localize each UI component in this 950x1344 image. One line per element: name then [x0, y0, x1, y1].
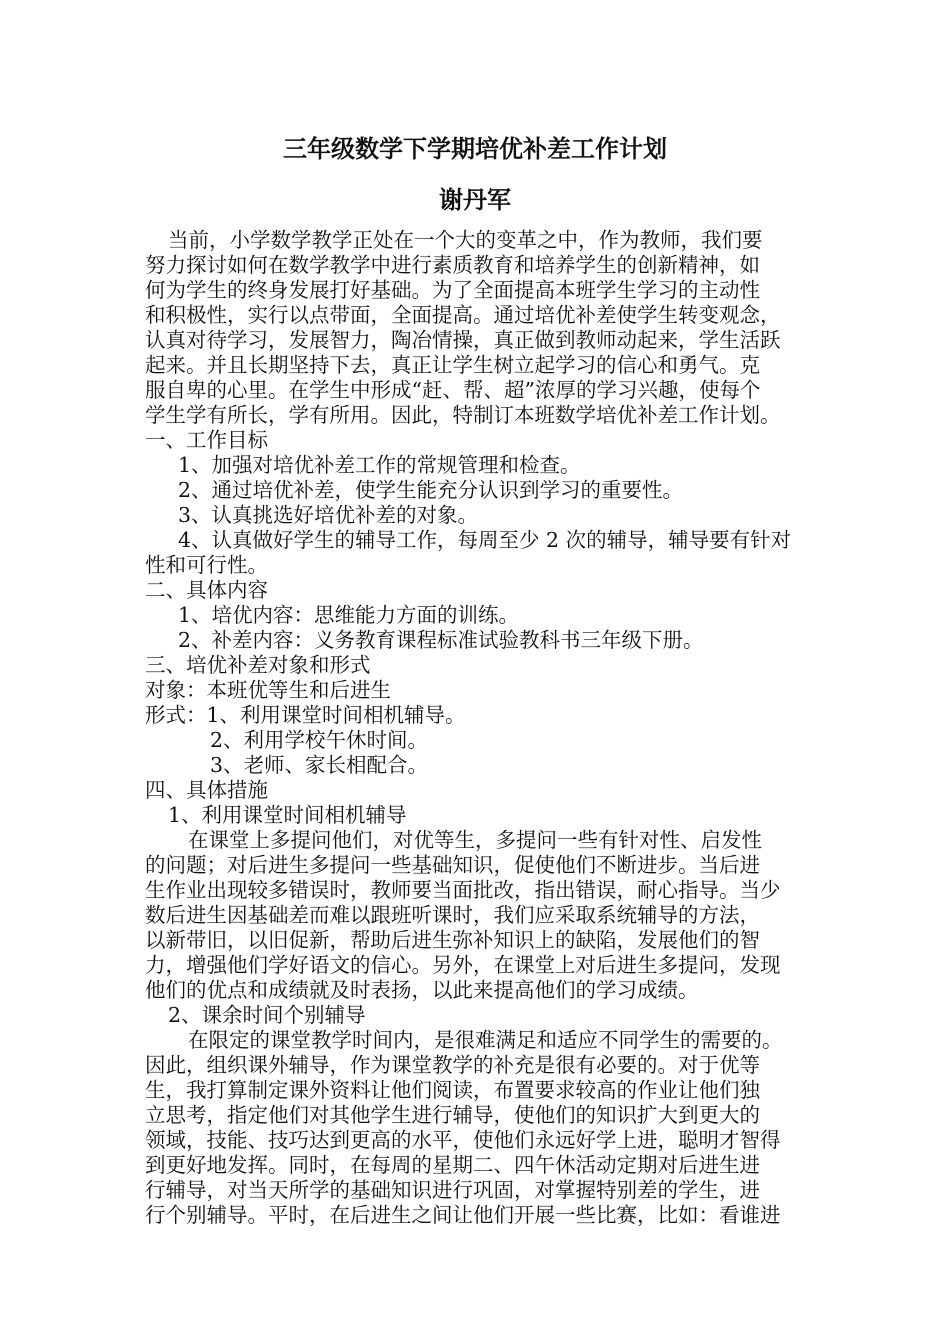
body-line: 二、具体内容 — [145, 578, 268, 602]
body-line: 2、通过培优补差，使学生能充分认识到学习的重要性。 — [178, 478, 684, 502]
body-line: 服自卑的心里。在学生中形成“赶、帮、超”浓厚的学习兴趣，使每个 — [145, 378, 761, 402]
body-line: 到更好地发挥。同时，在每周的星期二、四午休活动定期对后进生进 — [145, 1153, 760, 1177]
body-line: 领域，技能、技巧达到更高的水平，使他们永远好学上进，聪明才智得 — [145, 1128, 781, 1152]
body-line: 1、加强对培优补差工作的常规管理和检查。 — [178, 453, 581, 477]
body-line: 4、认真做好学生的辅导工作，每周至少 2 次的辅导，辅导要有针对 — [178, 528, 792, 552]
body-line: 数后进生因基础差而难以跟班听课时，我们应采取系统辅导的方法， — [145, 903, 760, 927]
body-line: 3、认真挑选好培优补差的对象。 — [178, 503, 479, 527]
body-line: 的问题；对后进生多提问一些基础知识，促使他们不断进步。当后进 — [145, 853, 760, 877]
document-title: 三年级数学下学期培优补差工作计划 — [283, 135, 667, 163]
body-line: 性和可行性。 — [145, 553, 268, 577]
body-line: 以新带旧，以旧促新，帮助后进生弥补知识上的缺陷，发展他们的智 — [145, 928, 760, 952]
body-line: 2、补差内容：义务教育课程标准试验教科书三年级下册。 — [178, 628, 704, 652]
body-line: 何为学生的终身发展打好基础。为了全面提高本班学生学习的主动性 — [145, 278, 760, 302]
body-line: 和积极性，实行以点带面，全面提高。通过培优补差使学生转变观念， — [145, 303, 781, 327]
body-line: 1、培优内容：思维能力方面的训练。 — [178, 603, 520, 627]
body-line: 2、利用学校午休时间。 — [210, 728, 429, 752]
body-line: 三、培优补差对象和形式 — [145, 653, 371, 677]
body-line: 1、利用课堂时间相机辅导 — [168, 803, 407, 827]
body-line: 当前，小学数学教学正处在一个大的变革之中，作为教师，我们要 — [168, 228, 763, 252]
body-line: 起来。并且长期坚持下去，真正让学生树立起学习的信心和勇气。克 — [145, 353, 760, 377]
body-line: 在限定的课堂教学时间内，是很难满足和适应不同学生的需要的。 — [188, 1028, 783, 1052]
body-line: 形式：1、利用课堂时间相机辅导。 — [145, 703, 466, 727]
body-line: 2、课余时间个别辅导 — [168, 1003, 366, 1027]
body-line: 生，我打算制定课外资料让他们阅读，布置要求较高的作业让他们独 — [145, 1078, 760, 1102]
body-line: 行个别辅导。平时，在后进生之间让他们开展一些比赛，比如：看谁进 — [145, 1203, 781, 1227]
body-line: 力，增强他们学好语文的信心。另外，在课堂上对后进生多提问，发现 — [145, 953, 781, 977]
body-line: 认真对待学习，发展智力，陶冶情操，真正做到教师动起来，学生活跃 — [145, 328, 781, 352]
body-line: 学生学有所长，学有所用。因此，特制订本班数学培优补差工作计划。 — [145, 403, 781, 427]
body-line: 在课堂上多提问他们，对优等生，多提问一些有针对性、启发性 — [188, 828, 762, 852]
body-line: 一、工作目标 — [145, 428, 268, 452]
body-line: 对象：本班优等生和后进生 — [145, 678, 391, 702]
body-line: 行辅导，对当天所学的基础知识进行巩固，对掌握特别差的学生，进 — [145, 1178, 760, 1202]
body-line: 生作业出现较多错误时，教师要当面批改，指出错误，耐心指导。当少 — [145, 878, 781, 902]
document-author: 谢丹军 — [439, 186, 511, 214]
body-line: 四、具体措施 — [145, 778, 268, 802]
body-line: 努力探讨如何在数学教学中进行素质教育和培养学生的创新精神，如 — [145, 253, 760, 277]
body-line: 他们的优点和成绩就及时表扬，以此来提高他们的学习成绩。 — [145, 978, 699, 1002]
body-line: 3、老师、家长相配合。 — [210, 753, 429, 777]
body-line: 因此，组织课外辅导，作为课堂教学的补充是很有必要的。对于优等 — [145, 1053, 760, 1077]
body-line: 立思考，指定他们对其他学生进行辅导，使他们的知识扩大到更大的 — [145, 1103, 760, 1127]
